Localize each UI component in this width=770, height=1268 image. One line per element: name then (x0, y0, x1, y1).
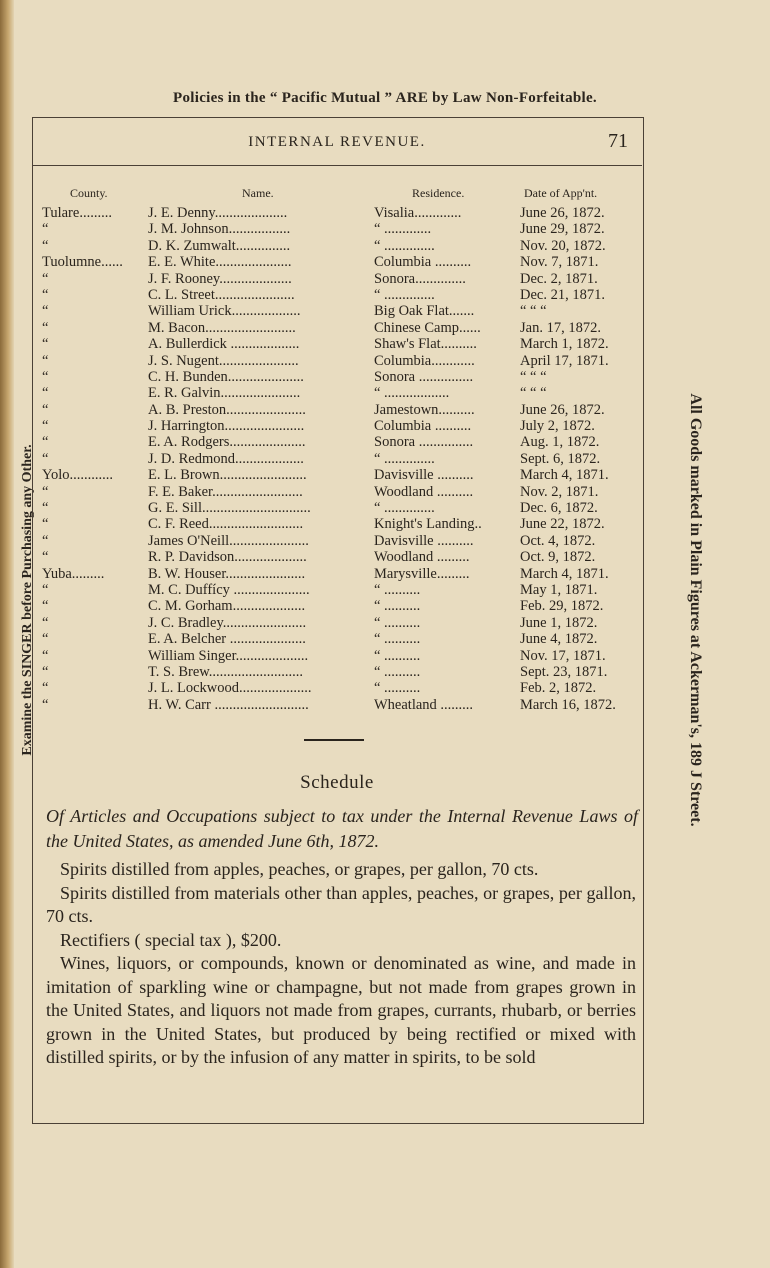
cell-date: Dec. 6, 1872. (520, 500, 598, 517)
cell-residence: “ .................. (374, 385, 450, 402)
cell-county: Yuba......... (42, 565, 105, 582)
table-row (40, 500, 640, 516)
table-row (40, 336, 640, 352)
table-row (40, 533, 640, 549)
cell-date: “ “ “ (520, 385, 547, 402)
cell-residence: Davisville .......... (374, 532, 474, 549)
page-title: INTERNAL REVENUE. (248, 134, 426, 150)
cell-date: June 29, 1872. (520, 221, 605, 238)
cell-county: “ (42, 352, 49, 369)
cell-county: “ (42, 368, 49, 385)
table-row (40, 434, 640, 450)
header-rule (32, 165, 642, 166)
cell-residence: Shaw's Flat.......... (374, 336, 477, 353)
appointment-register (40, 205, 640, 713)
table-row (40, 320, 640, 336)
cell-name: D. K. Zumwalt............... (148, 237, 291, 254)
cell-county: “ (42, 614, 49, 631)
cell-residence: “ .......... (374, 647, 421, 664)
cell-name: J. D. Redmond................... (148, 450, 304, 467)
cell-county: “ (42, 647, 49, 664)
column-header-date: Date of App'nt. (524, 186, 598, 200)
table-row (40, 697, 640, 713)
cell-date: June 26, 1872. (520, 205, 605, 221)
cell-county: “ (42, 434, 49, 451)
cell-date: Nov. 17, 1871. (520, 647, 606, 664)
cell-name: William Urick................... (148, 303, 301, 320)
table-row (40, 451, 640, 467)
cell-residence: “ .......... (374, 631, 421, 648)
cell-county: “ (42, 418, 49, 435)
cell-county: Tulare......... (42, 205, 112, 221)
table-row (40, 615, 640, 631)
cell-residence: Columbia .......... (374, 418, 472, 435)
cell-name: William Singer.................... (148, 647, 309, 664)
cell-residence: Sonora ............... (374, 368, 474, 385)
cell-residence: Chinese Camp...... (374, 319, 481, 336)
schedule-paragraph: Rectifiers ( special tax ), $200. (60, 929, 282, 950)
cell-residence: “ .............. (374, 286, 435, 303)
cell-residence: Sonora ............... (374, 434, 474, 451)
table-row (40, 418, 640, 434)
cell-date: Feb. 29, 1872. (520, 598, 604, 615)
table-row (40, 549, 640, 565)
cell-county: “ (42, 221, 49, 238)
cell-residence: Sonora.............. (374, 270, 466, 287)
table-row (40, 221, 640, 237)
cell-county: “ (42, 598, 49, 615)
page-number: 71 (608, 130, 628, 152)
cell-residence: “ .............. (374, 237, 435, 254)
schedule-paragraph: Spirits distilled from apples, peaches, or grapes, per gallon, 70 cts. (60, 859, 539, 879)
cell-county: “ (42, 303, 49, 320)
cell-residence: “ .......... (374, 614, 421, 631)
table-row (40, 631, 640, 647)
cell-county: “ (42, 532, 49, 549)
column-header-name: Name. (242, 186, 274, 200)
cell-county: “ (42, 270, 49, 287)
cell-county: “ (42, 549, 49, 566)
schedule-paragraph: Spirits distilled from materials other than apples, peaches, or grapes, per gallon, 70 cts. (46, 882, 636, 926)
cell-date: April 17, 1871. (520, 352, 609, 369)
cell-name: E. A. Rodgers..................... (148, 434, 306, 451)
cell-name: E. L. Brown........................ (148, 467, 307, 484)
table-row (40, 680, 640, 696)
cell-name: J. E. Denny.................... (148, 205, 288, 221)
cell-county: “ (42, 516, 49, 533)
cell-date: Jan. 17, 1872. (520, 319, 601, 336)
table-row (40, 271, 640, 287)
cell-name: E. A. Belcher ..................... (148, 631, 306, 648)
cell-date: “ “ “ (520, 368, 547, 385)
cell-residence: Jamestown.......... (374, 401, 475, 418)
cell-name: J. L. Lockwood.................... (148, 680, 312, 697)
cell-date: March 16, 1872. (520, 696, 616, 713)
cell-name: T. S. Brew.......................... (148, 663, 304, 680)
cell-date: Oct. 4, 1872. (520, 532, 596, 549)
cell-name: A. B. Preston...................... (148, 401, 306, 418)
cell-county: “ (42, 663, 49, 680)
table-row (40, 287, 640, 303)
cell-county: “ (42, 581, 49, 598)
table-row (40, 582, 640, 598)
cell-name: A. Bullerdick ................... (148, 336, 300, 353)
cell-date: Dec. 21, 1871. (520, 286, 605, 303)
cell-county: “ (42, 401, 49, 418)
cell-county: “ (42, 696, 49, 713)
cell-date: Nov. 20, 1872. (520, 237, 606, 254)
cell-name: J. M. Johnson................. (148, 221, 291, 238)
table-row (40, 484, 640, 500)
column-header-county: County. (70, 186, 108, 200)
cell-residence: “ ............. (374, 221, 432, 238)
cell-county: “ (42, 680, 49, 697)
cell-county: “ (42, 631, 49, 648)
schedule-body (46, 858, 636, 1070)
cell-residence: “ .......... (374, 680, 421, 697)
cell-date: May 1, 1871. (520, 581, 598, 598)
cell-date: March 4, 1871. (520, 467, 609, 484)
cell-residence: Knight's Landing.. (374, 516, 482, 533)
cell-name: C. L. Street...................... (148, 286, 295, 303)
cell-residence: Visalia............. (374, 205, 462, 221)
cell-name: M. C. Duffícy ..................... (148, 581, 310, 598)
cell-residence: “ .............. (374, 500, 435, 517)
cell-name: J. C. Bradley....................... (148, 614, 307, 631)
cell-date: Feb. 2, 1872. (520, 680, 597, 697)
table-row (40, 598, 640, 614)
schedule-title: Schedule (300, 772, 374, 793)
table-row (40, 353, 640, 369)
cell-county: “ (42, 286, 49, 303)
cell-name: J. F. Rooney.................... (148, 270, 292, 287)
table-row (40, 516, 640, 532)
schedule-subtitle: Of Articles and Occupations subject to tax under the Internal Revenue Laws of the United States, as amended June 6th, 1872. (46, 806, 638, 851)
cell-name: G. E. Sill.............................. (148, 500, 311, 517)
cell-date: June 26, 1872. (520, 401, 605, 418)
column-header-residence: Residence. (412, 186, 465, 200)
cell-residence: Woodland ......... (374, 549, 470, 566)
cell-date: June 4, 1872. (520, 631, 598, 648)
book-spine-edge (0, 0, 14, 1268)
cell-name: M. Bacon......................... (148, 319, 296, 336)
cell-date: Oct. 9, 1872. (520, 549, 596, 566)
right-side-advertisement-text: All Goods marked in Plain Figures at Ackerman's, 189 J Street. (687, 393, 704, 827)
cell-name: E. R. Galvin...................... (148, 385, 301, 402)
cell-date: July 2, 1872. (520, 418, 595, 435)
cell-name: B. W. Houser...................... (148, 565, 306, 582)
cell-county: “ (42, 483, 49, 500)
top-advertisement: Policies in the “ Pacific Mutual ” ARE by Law Non-Forfeitable. (173, 90, 597, 106)
cell-residence: Woodland .......... (374, 483, 474, 500)
cell-residence: Columbia............ (374, 352, 475, 369)
cell-date: Sept. 23, 1871. (520, 663, 608, 680)
table-row (40, 385, 640, 401)
table-row (40, 369, 640, 385)
cell-name: C. M. Gorham.................... (148, 598, 306, 615)
cell-residence: Big Oak Flat....... (374, 303, 475, 320)
cell-date: Dec. 2, 1871. (520, 270, 598, 287)
table-row (40, 254, 640, 270)
cell-name: H. W. Carr .......................... (148, 696, 309, 713)
cell-date: Nov. 2, 1871. (520, 483, 599, 500)
cell-date: March 4, 1871. (520, 565, 609, 582)
cell-residence: “ .......... (374, 663, 421, 680)
cell-county: “ (42, 336, 49, 353)
cell-date: Sept. 6, 1872. (520, 450, 601, 467)
table-row (40, 303, 640, 319)
cell-name: C. F. Reed.......................... (148, 516, 304, 533)
cell-name: C. H. Bunden..................... (148, 368, 304, 385)
table-row (40, 664, 640, 680)
section-divider (304, 739, 364, 741)
cell-date: Aug. 1, 1872. (520, 434, 600, 451)
cell-name: R. P. Davidson.................... (148, 549, 307, 566)
running-head (32, 128, 642, 158)
table-row (40, 402, 640, 418)
cell-residence: “ .......... (374, 598, 421, 615)
cell-county: “ (42, 319, 49, 336)
cell-county: Yolo............ (42, 467, 114, 484)
table-row (40, 238, 640, 254)
cell-residence: Wheatland ......... (374, 696, 474, 713)
left-side-advertisement-text: Examine the SINGER before Purchasing any Other. (20, 444, 35, 756)
table-row (40, 205, 640, 221)
cell-residence: Marysville......... (374, 565, 470, 582)
cell-date: March 1, 1872. (520, 336, 609, 353)
schedule-paragraph: Wines, liquors, or compounds, known or denominated as wine, and made in imitation of sparkling wine or champagne, but not made from grapes grown in the United States, and liquors not made from grapes, currants, rhubarb, or berries grown in the United States, but produced by being rectified or mixed with distilled spirits, or by the infusion of any matter in spirits, to be sold (46, 953, 636, 1067)
cell-date: June 22, 1872. (520, 516, 605, 533)
cell-county: “ (42, 385, 49, 402)
cell-county: “ (42, 450, 49, 467)
cell-name: J. S. Nugent...................... (148, 352, 299, 369)
cell-residence: “ .......... (374, 581, 421, 598)
cell-date: “ “ “ (520, 303, 547, 320)
table-row (40, 566, 640, 582)
cell-residence: Davisville .......... (374, 467, 474, 484)
cell-date: June 1, 1872. (520, 614, 598, 631)
cell-name: J. Harrington...................... (148, 418, 305, 435)
cell-residence: “ .............. (374, 450, 435, 467)
cell-name: James O'Neill...................... (148, 532, 309, 549)
cell-county: “ (42, 237, 49, 254)
table-row (40, 467, 640, 483)
cell-name: E. E. White..................... (148, 254, 292, 271)
cell-county: “ (42, 500, 49, 517)
cell-residence: Columbia .......... (374, 254, 472, 271)
cell-name: F. E. Baker......................... (148, 483, 303, 500)
table-row (40, 648, 640, 664)
cell-county: Tuolumne...... (42, 254, 123, 271)
cell-date: Nov. 7, 1871. (520, 254, 599, 271)
